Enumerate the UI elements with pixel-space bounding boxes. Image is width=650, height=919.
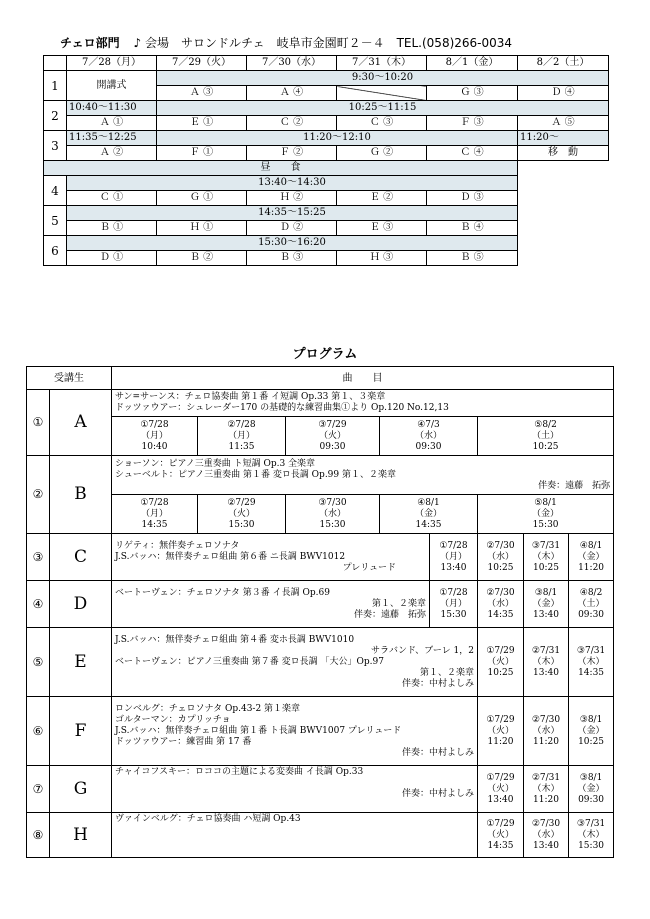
piece-line: リゲティ：無伴奏チェロソナタ xyxy=(115,540,240,551)
lesson-cell: Ａ ③ xyxy=(157,86,247,101)
piece-cell xyxy=(112,697,478,766)
student-row-a xyxy=(27,390,614,417)
piece-line: ロンベルグ：チェロソナタ Op.43-2 第１楽章 xyxy=(115,703,301,714)
lesson-date: ④8/1 （金） 14:35 xyxy=(380,495,478,534)
move-cell: 移 動 xyxy=(518,146,609,161)
lesson-cell: Ａ ① xyxy=(67,116,157,131)
program-title: プログラム xyxy=(292,347,358,362)
piece-line: シューベルト：ピアノ三重奏曲 第１番 変ロ長調 Op.99 第１、２楽章 xyxy=(115,469,396,480)
lesson-cell: Ｄ ③ xyxy=(427,191,518,206)
piece-cell xyxy=(112,390,614,417)
student-number: ⑥ xyxy=(27,697,50,766)
lesson-date: ③7/31 （木） 15:30 xyxy=(569,813,614,858)
schedule-corner xyxy=(44,56,67,71)
accompanist: 伴奏：中村よしみ xyxy=(401,678,474,689)
piece-cell xyxy=(112,456,614,495)
piece-line: ドッツァウアー：練習曲 第 17 番 xyxy=(115,736,252,747)
student-letter: B xyxy=(50,456,112,534)
empty-cell xyxy=(518,236,609,251)
student-letter: C xyxy=(50,534,112,581)
date-header: 7／31（木） xyxy=(337,56,427,71)
accompanist: 伴奏：中村よしみ xyxy=(401,789,474,799)
piece-line: J.S.バッハ：無伴奏チェロ組曲 第４番 変ホ長調 BWV1010 xyxy=(115,634,355,645)
lesson-cell: Ｂ ③ xyxy=(247,251,337,266)
piece-cell xyxy=(112,581,430,628)
period-number: 4 xyxy=(44,176,67,206)
student-number: ② xyxy=(27,456,50,534)
accompanist: 伴奏：遠藤 拓弥 xyxy=(353,609,426,620)
date-header: 8／2（土） xyxy=(518,56,609,71)
lesson-date: ②7/31 （木） 13:40 xyxy=(524,628,569,697)
lesson-cell: Ｄ ④ xyxy=(518,86,609,101)
lesson-date: ③7/30 （水） 15:30 xyxy=(286,495,380,534)
lesson-date: ③8/1 （金） 09:30 xyxy=(569,766,614,813)
time-band: 9:30～10:20 xyxy=(157,71,609,86)
lesson-cell: Ｈ ③ xyxy=(337,251,427,266)
student-letter: A xyxy=(50,390,112,456)
lesson-cell: Ｈ ② xyxy=(247,191,337,206)
lesson-cell: Ｃ ④ xyxy=(427,146,518,161)
piece-line: ドッツァウアー：シュレーダー170 の基礎的な練習曲集①より Op.120 No.12,13 xyxy=(115,403,449,413)
lesson-date: ④8/2 （土） 09:30 xyxy=(569,581,614,628)
empty-cell xyxy=(518,221,609,236)
lesson-cell: Ａ ⑤ xyxy=(518,116,609,131)
accompanist: 伴奏：中村よしみ xyxy=(401,747,474,758)
lesson-cell: Ａ ② xyxy=(67,146,157,161)
lesson-date: ①7/28 （月） 15:30 xyxy=(430,581,478,628)
piece-line: プレリュード xyxy=(342,562,396,573)
student-number: ⑤ xyxy=(27,628,50,697)
page-header xyxy=(60,34,522,51)
student-number: ① xyxy=(27,390,50,456)
lesson-cell: Ｆ ② xyxy=(247,146,337,161)
lesson-cell: Ｄ ① xyxy=(67,251,157,266)
student-number: ④ xyxy=(27,581,50,628)
lesson-date: ②7/30 （水） 11:20 xyxy=(524,697,569,766)
lesson-date: ②7/28 （月） 11:35 xyxy=(198,417,286,456)
schedule-table xyxy=(43,55,609,266)
piece-line: ゴルターマン：カプリッチョ xyxy=(115,714,231,725)
lesson-cell: Ｇ ③ xyxy=(427,86,518,101)
program-header-row xyxy=(27,367,614,390)
student-row-g xyxy=(27,766,614,813)
piece-cell xyxy=(112,813,478,858)
piece-line: ヴァインベルグ：チェロ協奏曲 ハ短調 Op.43 xyxy=(115,814,301,824)
lesson-date: ⑤8/2 （土） 10:25 xyxy=(478,417,614,456)
empty-cell xyxy=(518,161,609,176)
time-band: 10:25～11:15 xyxy=(157,101,609,116)
time-band: 11:20～12:10 xyxy=(157,131,518,146)
lesson-cell: Ｂ ② xyxy=(157,251,247,266)
lesson-date: ②7/30 （水） 10:25 xyxy=(478,534,524,581)
lesson-date: ③8/1 （金） 10:25 xyxy=(569,697,614,766)
piece-line: 第１、２楽章 xyxy=(419,667,474,678)
student-row-b xyxy=(27,456,614,495)
lesson-date: ①7/29 （火） 13:40 xyxy=(478,766,524,813)
piece-line: ショーソン：ピアノ三重奏曲 ト短調 Op.3 全楽章 xyxy=(115,458,316,469)
lesson-cell: Ｆ ① xyxy=(157,146,247,161)
no-lesson-cell xyxy=(337,86,427,101)
schedule-date-row xyxy=(44,56,609,71)
student-row-d xyxy=(27,581,614,628)
section-title: チェロ部門 xyxy=(60,36,120,50)
piece-line: J.S.バッハ：無伴奏チェロ組曲 第６番 ニ長調 BWV1012 xyxy=(115,551,346,562)
empty-cell xyxy=(518,191,609,206)
lesson-date: ②7/29 （火） 15:30 xyxy=(198,495,286,534)
time-band: 11:35～12:25 xyxy=(67,131,157,146)
date-header: 8／1（金） xyxy=(427,56,518,71)
lesson-date: ⑤8/1 （金） 15:30 xyxy=(478,495,614,534)
lesson-cell: Ｆ ③ xyxy=(427,116,518,131)
time-band: 15:30～16:20 xyxy=(67,236,518,251)
student-row-f xyxy=(27,697,614,766)
period-number: 1 xyxy=(44,71,67,101)
empty-cell xyxy=(518,206,609,221)
piece-column-header: 曲 目 xyxy=(112,367,614,390)
period-number: 5 xyxy=(44,206,67,236)
lesson-date: ①7/29 （火） 14:35 xyxy=(478,813,524,858)
venue-info: ♪ 会場 サロンドルチェ 岐阜市金園町２－４ TEL.(058)266-0034 xyxy=(133,36,513,50)
opening-ceremony: 開講式 xyxy=(67,71,157,101)
time-band: 13:40～14:30 xyxy=(67,176,518,191)
student-letter: D xyxy=(50,581,112,628)
piece-cell xyxy=(112,766,478,813)
piece-line: ベートーヴェン：チェロソナタ 第３番 イ長調 Op.69 xyxy=(115,587,330,598)
date-header: 7／28（月） xyxy=(67,56,157,71)
student-row-h xyxy=(27,813,614,858)
lesson-cell: Ｃ ① xyxy=(67,191,157,206)
lesson-date: ②7/31 （木） 11:20 xyxy=(524,766,569,813)
lesson-date: ③8/1 （金） 13:40 xyxy=(524,581,569,628)
piece-line: サラバンド、ブーレ 1，2 xyxy=(370,645,474,656)
student-row-c xyxy=(27,534,614,581)
piece-line: チャイコフスキー：ロココの主題による変奏曲 イ長調 Op.33 xyxy=(115,767,364,777)
period-number: 3 xyxy=(44,131,67,161)
student-number: ⑦ xyxy=(27,766,50,813)
piece-line: 第１、２楽章 xyxy=(371,598,426,609)
student-letter: E xyxy=(50,628,112,697)
accompanist: 伴奏：遠藤 拓弥 xyxy=(538,480,611,491)
lesson-date: ③7/31 （木） 14:35 xyxy=(569,628,614,697)
time-band: 14:35～15:25 xyxy=(67,206,518,221)
student-letter: H xyxy=(50,813,112,858)
date-header: 7／30（水） xyxy=(247,56,337,71)
lesson-date: ①7/29 （火） 10:25 xyxy=(478,628,524,697)
lesson-date: ③7/29 （火） 09:30 xyxy=(286,417,380,456)
student-letter: G xyxy=(50,766,112,813)
student-number: ⑧ xyxy=(27,813,50,858)
student-row-e xyxy=(27,628,614,697)
period-number: 2 xyxy=(44,101,67,131)
student-number: ③ xyxy=(27,534,50,581)
lesson-cell: Ｄ ② xyxy=(247,221,337,236)
lesson-date: ③7/31 （木） 10:25 xyxy=(524,534,569,581)
period-number: 6 xyxy=(44,236,67,266)
student-letter: F xyxy=(50,697,112,766)
lesson-date: ①7/28 （月） 14:35 xyxy=(112,495,198,534)
piece-cell xyxy=(112,534,430,581)
lesson-cell: Ｅ ② xyxy=(337,191,427,206)
student-column-header: 受講生 xyxy=(27,367,112,390)
time-band: 11:20～ xyxy=(518,131,609,146)
empty-cell xyxy=(518,176,609,191)
empty-cell xyxy=(518,251,609,266)
lesson-cell: Ｇ ② xyxy=(337,146,427,161)
lesson-date: ④7/3 （水） 09:30 xyxy=(380,417,478,456)
lesson-cell: Ｂ ④ xyxy=(427,221,518,236)
date-header: 7／29（火） xyxy=(157,56,247,71)
lesson-cell: Ａ ④ xyxy=(247,86,337,101)
lesson-cell: Ｂ ⑤ xyxy=(427,251,518,266)
piece-line: ベートーヴェン：ピアノ三重奏曲 第７番 変ロ長調 「大公」Op.97 xyxy=(115,656,384,667)
lesson-cell: Ｃ ③ xyxy=(337,116,427,131)
time-band: 10:40～11:30 xyxy=(67,101,157,116)
lesson-cell: Ｇ ① xyxy=(157,191,247,206)
lesson-cell: Ｈ ① xyxy=(157,221,247,236)
lesson-date: ①7/28 （月） 13:40 xyxy=(430,534,478,581)
lesson-cell: Ｅ ③ xyxy=(337,221,427,236)
lesson-date: ①7/28 （月） 10:40 xyxy=(112,417,198,456)
lesson-date: ②7/30 （水） 13:40 xyxy=(524,813,569,858)
lesson-date: ①7/29 （火） 11:20 xyxy=(478,697,524,766)
piece-line: J.S.バッハ：無伴奏チェロ組曲 第１番 ト長調 BWV1007 プレリュード xyxy=(115,725,402,736)
lunch-break: 昼 食 xyxy=(44,161,518,176)
piece-line: サン=サーンス：チェロ協奏曲 第１番 イ短調 Op.33 第１、３楽章 xyxy=(115,392,386,402)
lesson-cell: Ｃ ② xyxy=(247,116,337,131)
lesson-date: ②7/30 （水） 14:35 xyxy=(478,581,524,628)
lesson-date: ④8/1 （金） 11:20 xyxy=(569,534,614,581)
lesson-cell: Ｂ ① xyxy=(67,221,157,236)
lesson-cell: Ｅ ① xyxy=(157,116,247,131)
program-table xyxy=(26,366,614,858)
piece-cell xyxy=(112,628,478,697)
